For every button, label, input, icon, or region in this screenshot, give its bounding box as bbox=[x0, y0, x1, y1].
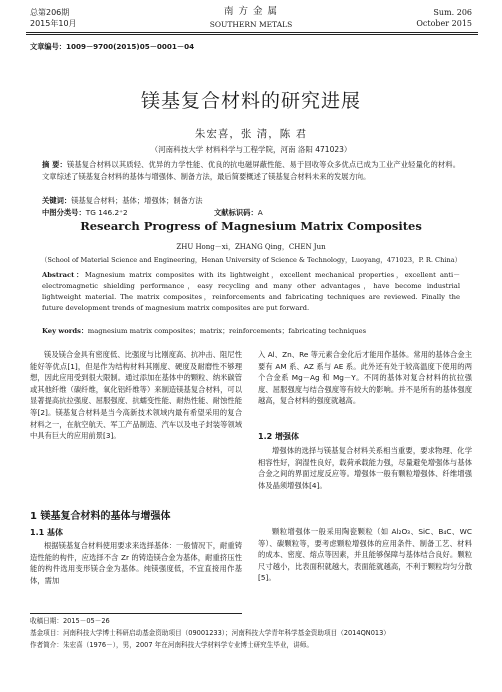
document-code bbox=[214, 207, 263, 219]
title-cn: 镁基复合材料的研究进展 bbox=[140, 90, 361, 112]
keywords-en-label: Key words： bbox=[42, 327, 88, 335]
keywords-cn-text: 镁基复合材料；基体；增强体；制备方法 bbox=[71, 196, 203, 205]
clc-value: TG 146.2⁺2 bbox=[85, 208, 128, 217]
keywords-cn-label: 关键词： bbox=[42, 196, 72, 205]
abstract-cn-label: 摘 要： bbox=[42, 160, 67, 169]
abstract-en-text: Magnesium matrix composites with its lightweight，excellent mechanical properties，excellent anti－electromagnetic shielding performance，easy recycling and many other advantages，have become industrial lightweight material. The matrix composites，reinforcements and fabricating techniques are reviewed. Finally the future development trends of magnesium matrix composites are put forward. bbox=[42, 271, 460, 312]
issue-date-cn: 2015年10月 bbox=[30, 19, 77, 28]
section-1-1-heading: 1.1 基体 bbox=[30, 528, 63, 537]
article-number: 文章编号：1009－9700(2015)05－0001－04 bbox=[30, 42, 195, 51]
abstract-en bbox=[42, 270, 460, 314]
section-1-2-heading: 1.2 增强体 bbox=[258, 432, 299, 441]
journal-name-cn: 南 方 金 属 bbox=[223, 6, 279, 17]
keywords-en-text: magnesium matrix composites；matrix；reinforcements；fabricating techniques bbox=[87, 327, 367, 335]
section-1-1-paragraph-left: 根据镁基复合材料使用要求来选择基体：一般情况下，耐重铸造性能的构件，应选择不含 Zr 的铸造镁合金为基体，耐重挤压性能的构件选用变形镁合金为基体。纯镁强度低，不宜直接用作基体，需加 bbox=[30, 541, 242, 585]
fund-project: 基金项目：河南科技大学博士科研启动基金资助项目（09001233）；河南科技大学青年科学基金资助项目（2014QN013） bbox=[30, 629, 390, 637]
abstract-cn bbox=[42, 159, 460, 182]
abstract-cn-text: 镁基复合材料以其质轻、优异的力学性能、优良的抗电磁屏蔽性能、易于回收等众多优点已成为工业产业轻量化的材料。文章综述了镁基复合材料的基体与增强体、制备方法，最后简要概述了镁基复合材料未来的发展方向。 bbox=[42, 160, 460, 181]
doc-code-value: A bbox=[257, 208, 263, 217]
journal-name-en: SOUTHERN METALS bbox=[209, 20, 293, 29]
issue-number-cn: 总第206期 bbox=[30, 8, 70, 17]
abstract-en-label: Abstract： bbox=[42, 271, 85, 279]
footnote-rule bbox=[30, 613, 242, 614]
affiliation-en: （School of Material Science and Engineering，Henan University of Science & Technology，Luoyang，471023，P. R. China） bbox=[40, 256, 462, 264]
authors-en: ZHU Hong－xi，ZHANG Qing，CHEN Jun bbox=[176, 243, 326, 251]
doc-code-label: 文献标识码： bbox=[214, 208, 258, 217]
section-1-1-paragraph-right: 入 Al、Zn、Re 等元素合金化后才能用作基体。常用的基体合金主要有 AM 系、AZ 系与 AE 系。此外还有处于较高温度下使用的两个合金系 Mg－Ag 和 Mg－Y。不同的基体对复合材料的抗拉强度、屈服强度与结合强度等有较大的影响。并不是所有的基体强度越高，复合材料的强度就越高。 bbox=[258, 350, 472, 406]
clc-number bbox=[42, 207, 128, 219]
issue-number-en: Sum. 206 bbox=[433, 8, 472, 17]
issue-date-en: October 2015 bbox=[416, 19, 472, 28]
keywords-cn bbox=[42, 195, 460, 207]
header-rule-bottom bbox=[26, 34, 478, 35]
title-en: Research Progress of Magnesium Matrix Composites bbox=[80, 219, 422, 233]
author-bio: 作者简介：朱宏喜（1976－），男，2007 年在河南科技大学材料学专业博士研究生毕业，讲师。 bbox=[30, 641, 313, 649]
intro-paragraph: 镁及镁合金具有密度低、比强度与比刚度高、抗冲击、阻尼性能好等优点[1]，但是作为结构材料其刚度、硬度及耐磨性不够理想，因此应用受到很大限制。通过添加在基体中的颗粒、纳米碳管或其他纤维（碳纤维，氧化铝纤维等）来制造镁基复合材料，可以显著提高抗拉强度、屈服强度、抗蠕变性能、耐热性能、耐蚀性能等[2]。镁基复合材料是当今高新技术领域内最有希望采用的复合材料之一，在航空航天、军工产品制造、汽车以及电子封装等领域中具有巨大的应用前景[3]。 bbox=[30, 350, 242, 441]
received-date: 收稿日期：2015－05－26 bbox=[30, 617, 110, 625]
section-1-heading: 1 镁基复合材料的基体与增强体 bbox=[30, 511, 171, 522]
affiliation-cn: （河南科技大学 材料科学与工程学院，河南 洛阳 471023） bbox=[150, 145, 352, 154]
clc-label: 中图分类号： bbox=[42, 208, 86, 217]
authors-cn: 朱宏喜，张 清，陈 君 bbox=[194, 128, 308, 140]
header-rule-top bbox=[26, 32, 478, 33]
section-1-2-paragraph-1: 增强体的选择与镁基复合材料关系相当重要，要求物理、化学相容性好，润湿性良好，载荷承载能力强，尽量避免增强体与基体合金之间的界面过度反应等。增强体一般有颗粒增强体、纤维增强体及晶须增强体[4]。 bbox=[258, 446, 472, 490]
section-1-2-paragraph-2: 颗粒增强体一般采用陶瓷颗粒（如 Al₂O₃、SiC、B₄C、WC 等）、碳颗粒等，要考虑颗粒增强体的应用条件、制备工艺、材料的成本、密度、熔点等因素，并且能够保障与基体结合良好。颗粒尺寸越小，比表面积就越大，表面能就越高，不利于颗粒均匀分散[5]。 bbox=[258, 527, 472, 583]
keywords-en bbox=[42, 326, 460, 337]
